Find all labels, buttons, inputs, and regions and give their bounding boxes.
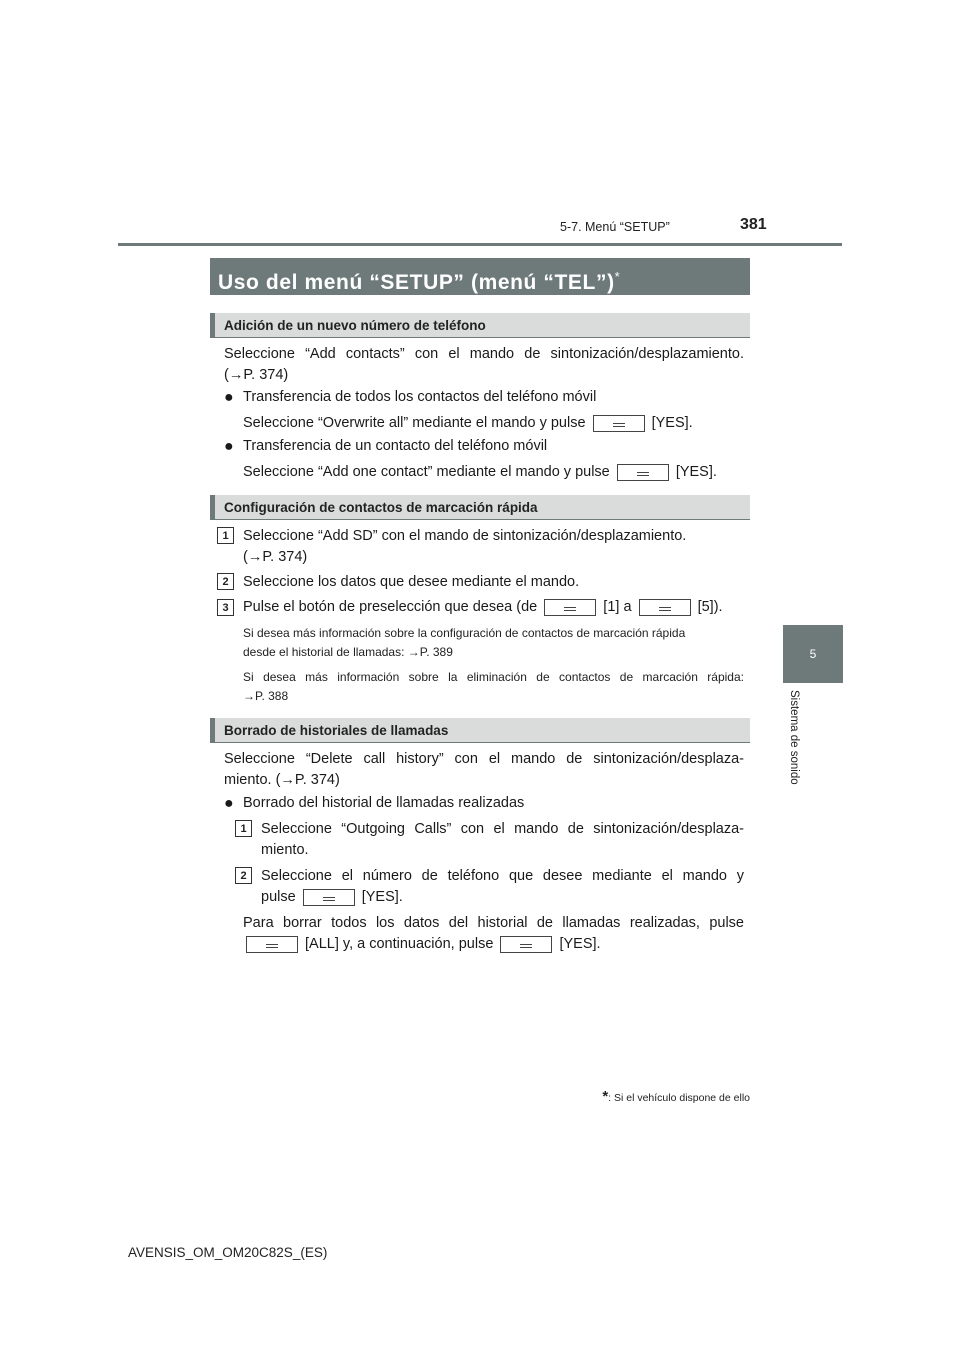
s1-bullet2-text xyxy=(243,462,717,483)
s3-intro-line2: miento. (→P. 374) xyxy=(224,772,340,788)
s1-intro-line2: (→P. 374) xyxy=(224,367,289,383)
section-heading-call-history: Borrado de historiales de llamadas xyxy=(210,718,750,743)
s1-bullet2 xyxy=(224,436,234,458)
s2-step3-mid: [1] a xyxy=(603,599,632,615)
footnote xyxy=(560,1088,750,1105)
screen-button-icon xyxy=(246,936,298,953)
s3-step1-line2: miento. xyxy=(261,842,309,858)
chapter-label-text: Sistema de sonido xyxy=(788,690,800,785)
s3-step1-line1: Seleccione “Outgoing Calls” con el mando de sintonización/desplaza- xyxy=(261,821,744,837)
header-divider xyxy=(118,243,842,246)
s3-all-mid: [ALL] y, a continuación, pulse xyxy=(305,936,494,952)
document-code: AVENSIS_OM_OM20C82S_(ES) xyxy=(128,1245,328,1260)
chapter-label xyxy=(786,690,806,810)
s3-all-line2 xyxy=(243,934,601,955)
screen-button-icon xyxy=(544,599,596,616)
bullet-icon: ● xyxy=(224,795,234,812)
screen-button-icon xyxy=(639,599,691,616)
s3-step2-line1: Seleccione el número de teléfono que desee mediante el mando y xyxy=(261,868,744,884)
step-number: 3 xyxy=(217,599,234,616)
bullet-icon: ● xyxy=(224,389,234,406)
page-title-text: Uso del menú “SETUP” (menú “TEL”) xyxy=(218,271,615,294)
s1-bullet1-title: Transferencia de todos los contactos del teléfono móvil xyxy=(243,389,597,405)
s3-bullet1-title: Borrado del historial de llamadas realizadas xyxy=(243,795,525,811)
step-number: 1 xyxy=(217,527,234,544)
step-number: 1 xyxy=(235,820,252,837)
s1-bullet1-text-pre: Seleccione “Overwrite all” mediante el mando y pulse xyxy=(243,415,586,431)
step-number: 2 xyxy=(235,867,252,884)
s2-step3 xyxy=(243,597,723,618)
title-asterisk: * xyxy=(614,269,621,284)
s2-note1-line1: Si desea más información sobre la configuración de contactos de marcación rápida xyxy=(243,626,686,640)
s3-all-post: [YES]. xyxy=(559,936,601,952)
step-number: 2 xyxy=(217,573,234,590)
s1-intro-line1: Seleccione “Add contacts” con el mando de sintonización/desplazamiento. xyxy=(224,346,744,362)
s3-all-line1: Para borrar todos los datos del historial de llamadas realizadas, pulse xyxy=(243,915,744,931)
footnote-text: : Si el vehículo dispone de ello xyxy=(608,1092,750,1104)
s3-step2-line2 xyxy=(261,887,403,908)
s1-bullet2-text-post: [YES]. xyxy=(675,464,717,480)
s1-bullet2-title: Transferencia de un contacto del teléfono móvil xyxy=(243,438,548,454)
section-heading-add-number: Adición de un nuevo número de teléfono xyxy=(210,313,750,338)
s3-step2-post: [YES]. xyxy=(361,889,403,905)
s2-note1-line2: desde el historial de llamadas: →P. 389 xyxy=(243,645,453,659)
s3-bullet1 xyxy=(224,793,234,815)
s2-note2-line2: →P. 388 xyxy=(243,689,289,703)
section-heading-speed-dial: Configuración de contactos de marcación rápida xyxy=(210,495,750,520)
section-label: 5-7. Menú “SETUP” xyxy=(560,220,670,234)
footnote-asterisk: * xyxy=(602,1088,609,1105)
screen-button-icon xyxy=(500,936,552,953)
page-number: 381 xyxy=(740,216,767,233)
s2-step3-post: [5]). xyxy=(697,599,723,615)
page-title xyxy=(210,258,750,295)
s1-bullet1-text-post: [YES]. xyxy=(651,415,693,431)
s3-step2-pre: pulse xyxy=(261,889,296,905)
s1-bullet1-text xyxy=(243,413,693,434)
s3-intro-line1: Seleccione “Delete call history” con el mando de sintonización/desplaza- xyxy=(224,751,744,767)
s2-step1-line2: (→P. 374) xyxy=(243,549,308,565)
s1-bullet2-text-pre: Seleccione “Add one contact” mediante el mando y pulse xyxy=(243,464,610,480)
chapter-tab: 5 xyxy=(783,625,843,683)
s2-step1-line1: Seleccione “Add SD” con el mando de sintonización/desplazamiento. xyxy=(243,528,687,544)
s2-step2: Seleccione los datos que desee mediante el mando. xyxy=(243,574,580,590)
screen-button-icon xyxy=(593,415,645,432)
bullet-icon: ● xyxy=(224,438,234,455)
s1-bullet1 xyxy=(224,387,234,409)
screen-button-icon xyxy=(303,889,355,906)
s2-note2-line1: Si desea más información sobre la eliminación de contactos de marcación rápida: xyxy=(243,670,744,684)
screen-button-icon xyxy=(617,464,669,481)
s2-step3-pre: Pulse el botón de preselección que desea (de xyxy=(243,599,538,615)
